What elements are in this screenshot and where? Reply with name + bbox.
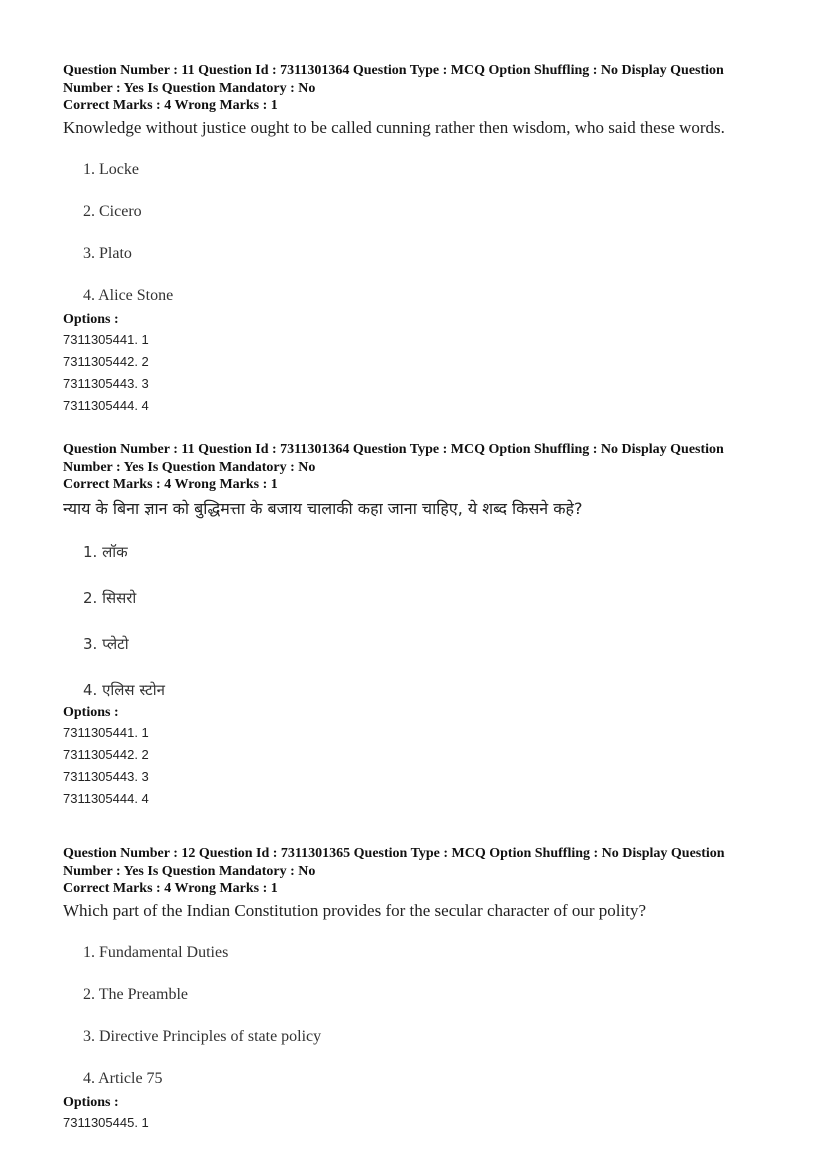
question-text: Knowledge without justice ought to be called cunning rather then wisdom, who said these words. <box>63 117 725 137</box>
question-text: न्याय के बिना ज्ञान को बुद्धिमत्ता के बजाय चालाकी कहा जाना चाहिए, ये शब्द किसने कहे? <box>63 498 583 518</box>
choice-item: 4. Alice Stone <box>83 286 174 304</box>
question-marks: Correct Marks : 4 Wrong Marks : 1 <box>63 477 278 492</box>
option-id: 7311305442. 2 <box>63 746 149 762</box>
question-meta-line-2: Number : Yes Is Question Mandatory : No <box>63 459 316 475</box>
question-meta-line-2: Number : Yes Is Question Mandatory : No <box>63 863 316 879</box>
question-block-1 <box>63 62 783 417</box>
choice-item: 3. Plato <box>83 244 132 262</box>
choice-item: 2. The Preamble <box>83 985 189 1003</box>
choice-item: 1. लॉक <box>83 542 128 561</box>
choice-item: 4. एलिस स्टोन <box>83 680 165 699</box>
option-id: 7311305444. 4 <box>63 790 149 806</box>
question-marks: Correct Marks : 4 Wrong Marks : 1 <box>63 98 278 113</box>
question-marks: Correct Marks : 4 Wrong Marks : 1 <box>63 881 278 896</box>
option-id: 7311305445. 1 <box>63 1114 149 1130</box>
option-id: 7311305441. 1 <box>63 724 149 740</box>
options-label: Options : <box>63 1094 119 1110</box>
option-id: 7311305443. 3 <box>63 768 149 784</box>
question-text: Which part of the Indian Constitution provides for the secular character of our polity? <box>63 900 647 920</box>
option-id: 7311305443. 3 <box>63 375 149 391</box>
choice-item: 1. Locke <box>83 160 139 178</box>
question-meta-line-1: Question Number : 12 Question Id : 7311301365 Question Type : MCQ Option Shuffling : No Display Question <box>63 846 725 861</box>
choice-item: 2. Cicero <box>83 202 142 220</box>
question-meta-line-1: Question Number : 11 Question Id : 7311301364 Question Type : MCQ Option Shuffling : No Display Question <box>63 63 724 78</box>
choice-list <box>63 540 783 702</box>
option-id: 7311305444. 4 <box>63 397 149 413</box>
choice-list <box>63 942 783 1090</box>
options-label: Options : <box>63 704 119 720</box>
option-id: 7311305442. 2 <box>63 353 149 369</box>
choice-item: 1. Fundamental Duties <box>83 943 229 961</box>
options-label: Options : <box>63 311 119 327</box>
option-id: 7311305441. 1 <box>63 331 149 347</box>
choice-item: 3. प्लेटो <box>83 634 129 653</box>
choice-list <box>63 159 783 307</box>
choice-item: 4. Article 75 <box>83 1069 163 1087</box>
choice-item: 2. सिसरो <box>83 588 137 607</box>
question-meta-line-2: Number : Yes Is Question Mandatory : No <box>63 80 316 96</box>
question-block-2 <box>63 441 783 810</box>
question-meta-line-1: Question Number : 11 Question Id : 7311301364 Question Type : MCQ Option Shuffling : No Display Question <box>63 442 724 457</box>
question-block-3 <box>63 845 783 1134</box>
choice-item: 3. Directive Principles of state policy <box>83 1027 322 1045</box>
